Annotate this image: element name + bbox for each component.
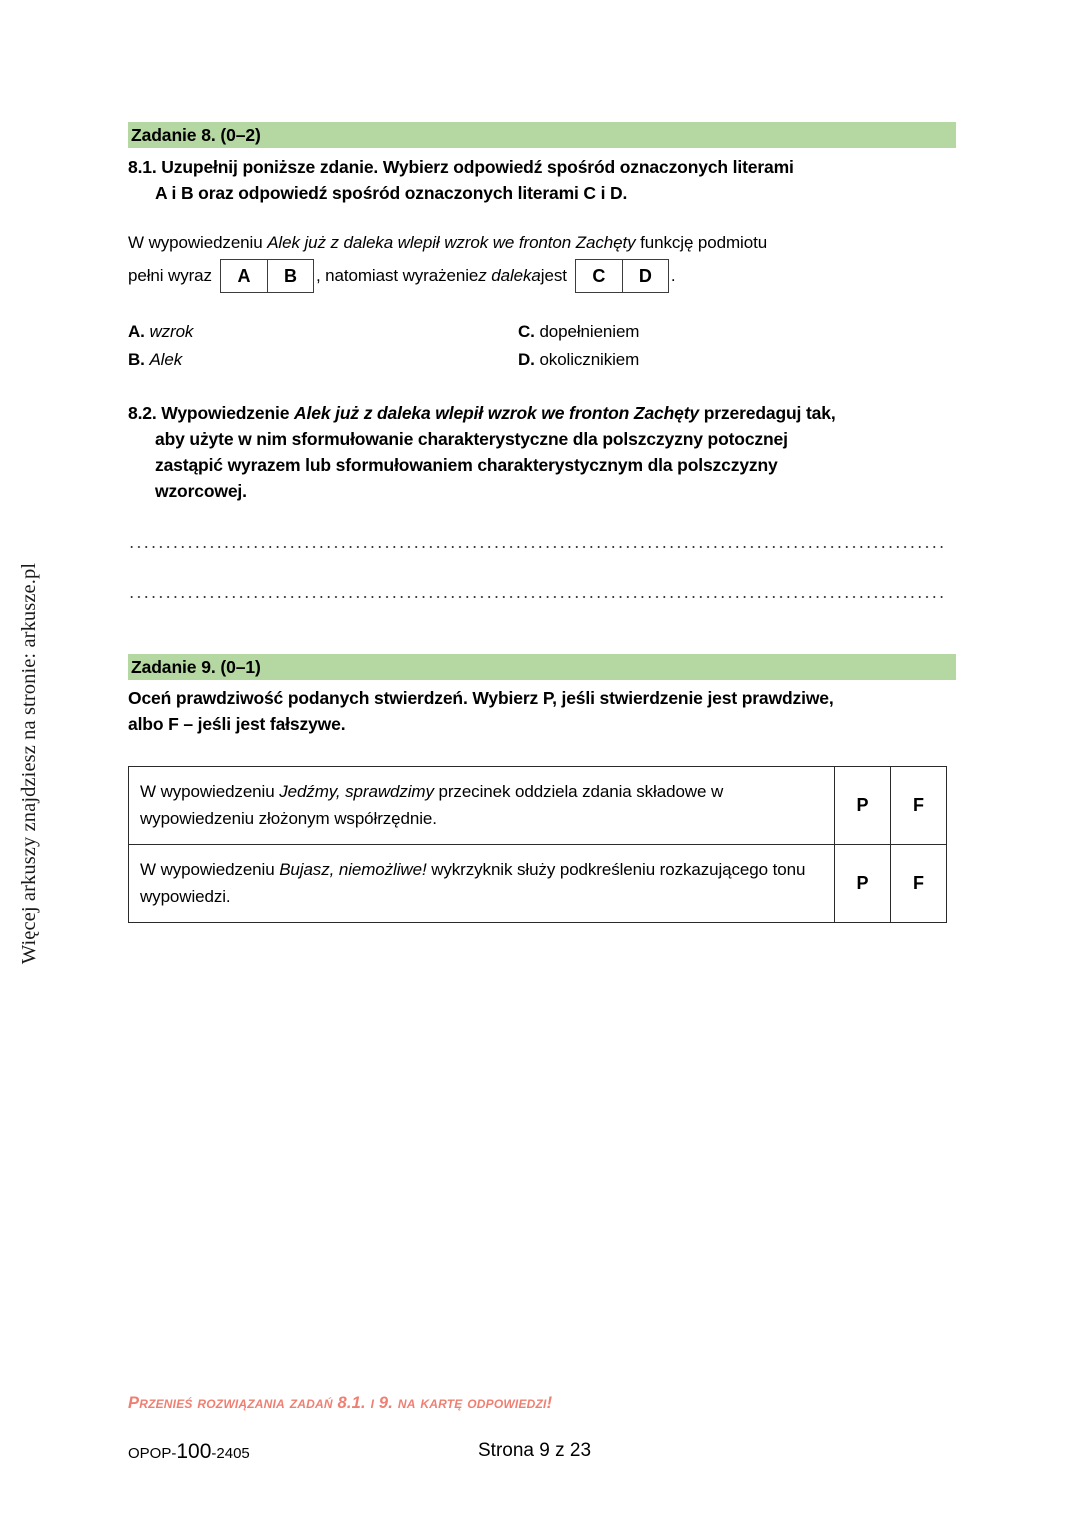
- statement-1-true-option[interactable]: P: [835, 767, 891, 845]
- sentence-quote: Alek już z daleka wlepił wzrok we fronton Zachęty: [267, 233, 636, 252]
- label-natomiast: , natomiast wyrażenie: [315, 266, 479, 285]
- statement-2-prefix: W wypowiedzeniu: [140, 860, 280, 879]
- task9-header-bar: [128, 654, 956, 680]
- option-c-row[interactable]: [518, 318, 908, 346]
- task8-1-sentence: [128, 230, 956, 256]
- label-z-daleka: z daleka: [478, 266, 541, 285]
- table-row: [129, 767, 947, 845]
- label-pelni-wyraz: pełni wyraz: [128, 266, 212, 285]
- answer-option-c[interactable]: C: [592, 265, 606, 286]
- answer-option-a[interactable]: A: [237, 265, 251, 286]
- exam-code: [128, 1440, 250, 1464]
- task8-1-instruction-line1: 8.1. Uzupełnij poniższe zdanie. Wybierz odpowiedź spośród oznaczonych literami: [128, 157, 794, 177]
- statement-1-quote: Jedźmy, sprawdzimy: [279, 782, 434, 801]
- statement-2-quote: Bujasz, niemożliwe!: [279, 860, 427, 879]
- option-a-text: wzrok: [149, 322, 194, 341]
- task8-header-label: Zadanie 8. (0–2): [131, 124, 261, 145]
- task8-header-bar: [128, 122, 956, 148]
- statement-2-true-option[interactable]: P: [835, 845, 891, 923]
- option-d-letter: D.: [518, 350, 535, 369]
- statement-2-false-option[interactable]: F: [891, 845, 947, 923]
- option-c-letter: C.: [518, 322, 535, 341]
- task8-1-answer-row: [128, 256, 956, 296]
- options-column-left: [128, 318, 518, 374]
- option-d-row[interactable]: [518, 346, 908, 374]
- task9-header-label: Zadanie 9. (0–1): [131, 656, 261, 677]
- option-a-row[interactable]: [128, 318, 518, 346]
- statement-cell-2: [129, 845, 835, 923]
- answer-option-b[interactable]: B: [267, 260, 313, 292]
- page-number: Strona 9 z 23: [478, 1440, 592, 1461]
- exam-code-suffix: -2405: [211, 1445, 250, 1462]
- option-a-letter: A.: [128, 322, 145, 341]
- watermark-text: Więcej arkuszy znajdziesz na stronie: arkusze.pl: [18, 562, 41, 965]
- answer-option-d[interactable]: D: [622, 260, 668, 292]
- statement-2-suffix: wykrzyknik służy podkreśleniu rozkazującego tonu wypowiedzi.: [140, 860, 806, 906]
- option-c-text: dopełnieniem: [539, 322, 640, 341]
- exam-code-main: 100: [176, 1440, 212, 1463]
- statement-cell-1: [129, 767, 835, 845]
- task8-1-options: [128, 318, 956, 374]
- content-column: [128, 0, 956, 923]
- sentence-prefix: W wypowiedzeniu: [128, 233, 268, 252]
- option-b-letter: B.: [128, 350, 145, 369]
- sentence-period: .: [670, 266, 676, 285]
- task9-instruction-line2: albo F – jeśli jest fałszywe.: [128, 714, 346, 734]
- sentence-suffix: funkcję podmiotu: [635, 233, 768, 252]
- transfer-answers-note: Przenieś rozwiązania zadań 8.1. i 9. na kartę odpowiedzi!: [128, 1394, 553, 1412]
- options-column-right: [518, 318, 908, 374]
- statement-1-prefix: W wypowiedzeniu: [140, 782, 280, 801]
- answer-box-cd: [575, 259, 669, 293]
- label-jest: jest: [540, 266, 567, 285]
- task8-2-rest: przeredaguj tak,: [699, 403, 836, 423]
- task8-2-instruction-line3: zastąpić wyrazem lub sformułowaniem charakterystycznym dla polszczyzny: [155, 455, 778, 475]
- page-footer: [128, 1440, 956, 1470]
- task8-2-prefix: 8.2. Wypowiedzenie: [128, 403, 295, 423]
- task8-1-instruction-line2: A i B oraz odpowiedź spośród oznaczonych literami C i D.: [155, 183, 628, 203]
- option-d-text: okolicznikiem: [539, 350, 640, 369]
- watermark: [0, 0, 60, 1527]
- table-row: [129, 845, 947, 923]
- statement-1-suffix: przecinek oddziela zdania składowe w wypowiedzeniu złożonym współrzędnie.: [140, 782, 724, 828]
- task9-instruction-line1: Oceń prawdziwość podanych stwierdzeń. Wybierz P, jeśli stwierdzenie jest prawdziwe,: [128, 688, 834, 708]
- task8-2-instruction-line2: aby użyte w nim sformułowanie charakterystyczne dla polszczyzny potocznej: [155, 429, 788, 449]
- true-false-table: [128, 766, 947, 923]
- exam-code-prefix: OPOP-: [128, 1445, 177, 1462]
- task8-2-quote: Alek już z daleka wlepił wzrok we fronton Zachęty: [294, 403, 700, 423]
- task8-2-instruction-line1: [128, 400, 956, 426]
- answer-box-ab: [220, 259, 314, 293]
- option-b-row[interactable]: [128, 346, 518, 374]
- option-b-text: Alek: [149, 350, 183, 369]
- task8-2-instruction-line4: wzorcowej.: [155, 481, 247, 501]
- statement-1-false-option[interactable]: F: [891, 767, 947, 845]
